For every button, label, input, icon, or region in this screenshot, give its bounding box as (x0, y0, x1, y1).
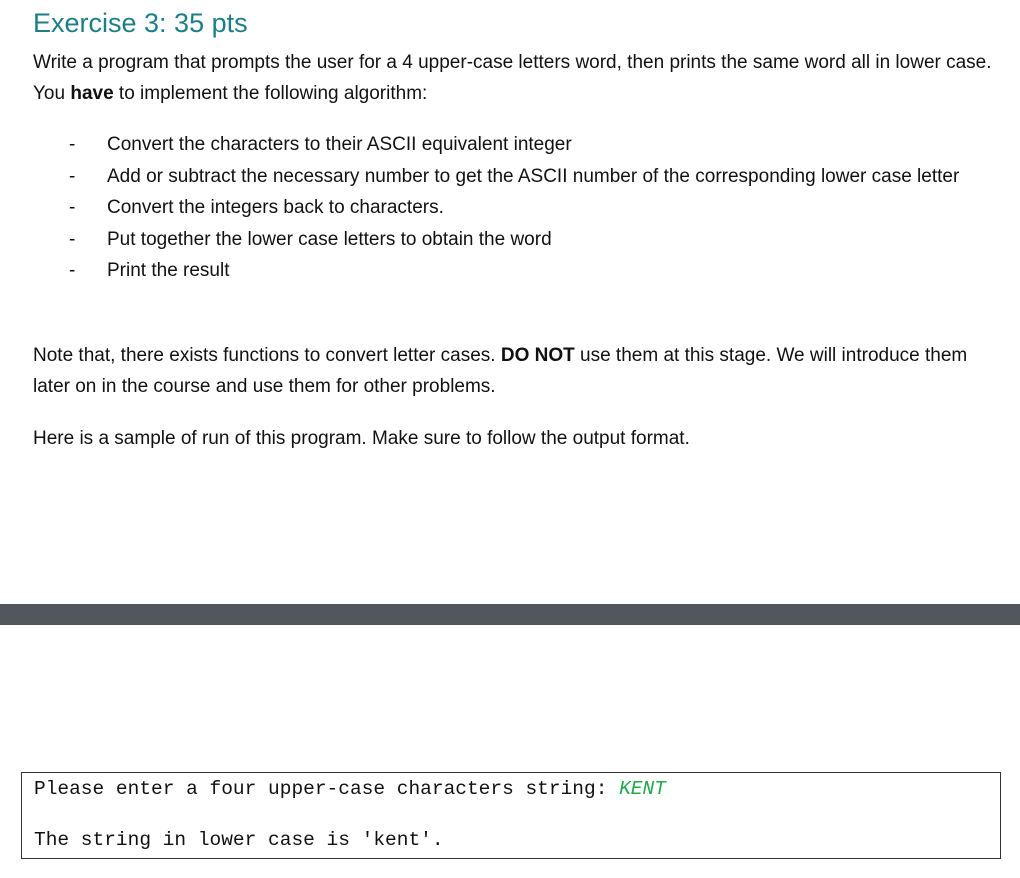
bullet-dash: - (69, 134, 76, 155)
note-paragraph (33, 340, 993, 402)
list-item (0, 129, 987, 161)
intro-text-1: Write a program that prompts the user for a 4 upper-case letters word, then prints the same word all in lower case. You (33, 52, 992, 104)
exercise-title: Exercise 3: 35 pts (33, 8, 248, 38)
console-output-line: The string in lower case is 'kent'. (34, 829, 444, 851)
note-emphasis: DO NOT (500, 345, 575, 366)
note-text-1: Note that, there exists functions to convert letter cases. (33, 345, 501, 366)
intro-paragraph (33, 47, 993, 109)
step-text: Convert the characters to their ASCII equivalent integer (107, 134, 572, 155)
bullet-dash: - (69, 197, 76, 218)
bullet-dash: - (69, 165, 76, 187)
intro-text-2: to implement the following algorithm: (113, 83, 428, 104)
console-prompt: Please enter a four upper-case characters string: (34, 778, 620, 800)
console-user-input: KENT (619, 778, 666, 800)
bullet-dash: - (69, 228, 76, 250)
step-text: Add or subtract the necessary number to get the ASCII number of the corresponding lower case letter (107, 165, 960, 187)
note-text-2: use them at this stage. We will introduce them later on in the course and use them for other problems. (33, 345, 968, 397)
step-text: Convert the integers back to characters. (107, 197, 444, 218)
section-divider (0, 604, 1020, 625)
list-item (0, 224, 987, 256)
step-text: Put together the lower case letters to obtain the word (107, 228, 552, 250)
intro-emphasis: have (70, 83, 114, 104)
console-prompt-line (34, 778, 666, 800)
list-item (0, 161, 987, 193)
algorithm-steps-list (0, 129, 1020, 287)
sample-output-box (21, 772, 1001, 859)
step-text: Print the result (107, 260, 230, 281)
list-item (0, 192, 987, 224)
bullet-dash: - (69, 260, 76, 281)
sample-intro: Here is a sample of run of this program. Make sure to follow the output format. (33, 428, 690, 449)
list-item (0, 255, 987, 287)
